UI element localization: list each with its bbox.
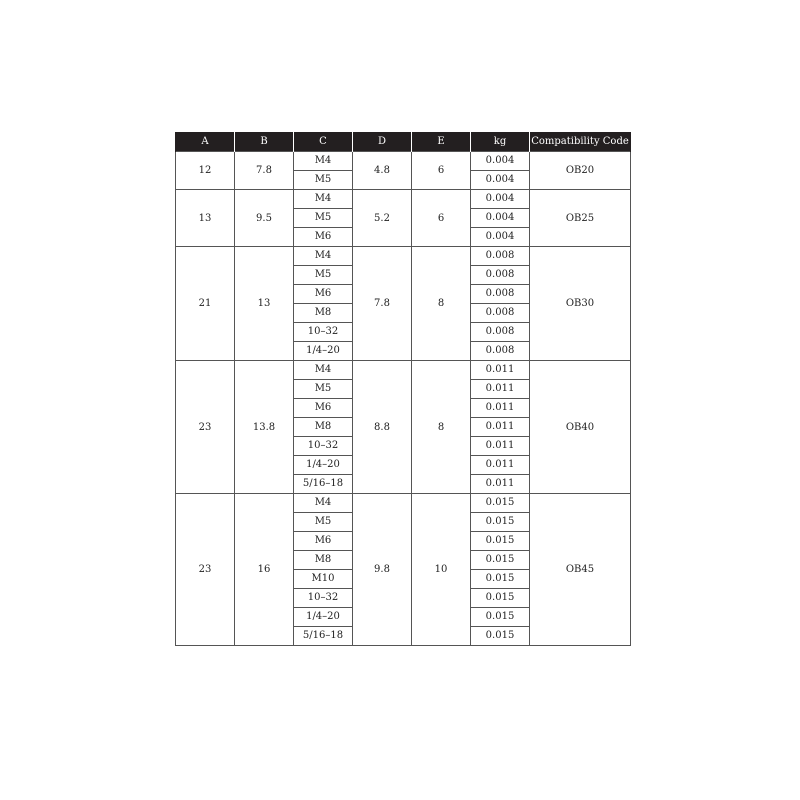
cell-kg: 0.008 xyxy=(471,342,530,361)
cell-c: 1/4–20 xyxy=(294,608,353,627)
cell-kg: 0.015 xyxy=(471,589,530,608)
cell-c: 1/4–20 xyxy=(294,456,353,475)
table-body xyxy=(176,152,631,646)
cell-e: 6 xyxy=(412,190,471,247)
table-row xyxy=(176,152,631,171)
header-compatibility-code: Compatibility Code xyxy=(530,132,631,152)
cell-c: 5/16–18 xyxy=(294,475,353,494)
cell-c: M6 xyxy=(294,228,353,247)
cell-c: M4 xyxy=(294,190,353,209)
cell-c: M6 xyxy=(294,399,353,418)
cell-c: M5 xyxy=(294,171,353,190)
cell-c: 10–32 xyxy=(294,589,353,608)
cell-d: 8.8 xyxy=(353,361,412,494)
cell-c: 5/16–18 xyxy=(294,627,353,646)
cell-compatibility-code: OB20 xyxy=(530,152,631,190)
cell-kg: 0.008 xyxy=(471,247,530,266)
cell-kg: 0.015 xyxy=(471,570,530,589)
cell-kg: 0.015 xyxy=(471,532,530,551)
table-header xyxy=(176,132,631,152)
header-b: B xyxy=(235,132,294,152)
table-row xyxy=(176,361,631,380)
cell-b: 13.8 xyxy=(235,361,294,494)
cell-kg: 0.011 xyxy=(471,456,530,475)
cell-kg: 0.015 xyxy=(471,494,530,513)
cell-c: M6 xyxy=(294,285,353,304)
cell-b: 9.5 xyxy=(235,190,294,247)
cell-e: 6 xyxy=(412,152,471,190)
cell-kg: 0.004 xyxy=(471,190,530,209)
cell-a: 23 xyxy=(176,361,235,494)
cell-e: 10 xyxy=(412,494,471,646)
cell-kg: 0.004 xyxy=(471,209,530,228)
header-row xyxy=(176,132,631,152)
cell-c: 1/4–20 xyxy=(294,342,353,361)
cell-d: 4.8 xyxy=(353,152,412,190)
cell-kg: 0.008 xyxy=(471,323,530,342)
cell-c: M5 xyxy=(294,513,353,532)
cell-c: M8 xyxy=(294,418,353,437)
cell-compatibility-code: OB45 xyxy=(530,494,631,646)
cell-e: 8 xyxy=(412,361,471,494)
cell-c: M4 xyxy=(294,361,353,380)
cell-d: 7.8 xyxy=(353,247,412,361)
cell-kg: 0.011 xyxy=(471,475,530,494)
header-e: E xyxy=(412,132,471,152)
cell-b: 13 xyxy=(235,247,294,361)
cell-kg: 0.011 xyxy=(471,361,530,380)
cell-kg: 0.011 xyxy=(471,399,530,418)
cell-kg: 0.015 xyxy=(471,608,530,627)
cell-c: M4 xyxy=(294,494,353,513)
cell-kg: 0.011 xyxy=(471,437,530,456)
cell-c: 10–32 xyxy=(294,437,353,456)
cell-a: 12 xyxy=(176,152,235,190)
cell-kg: 0.008 xyxy=(471,304,530,323)
cell-kg: 0.004 xyxy=(471,171,530,190)
cell-d: 9.8 xyxy=(353,494,412,646)
header-a: A xyxy=(176,132,235,152)
cell-c: M10 xyxy=(294,570,353,589)
cell-kg: 0.011 xyxy=(471,418,530,437)
table-row xyxy=(176,494,631,513)
cell-c: M4 xyxy=(294,247,353,266)
cell-e: 8 xyxy=(412,247,471,361)
cell-kg: 0.004 xyxy=(471,228,530,247)
cell-kg: 0.004 xyxy=(471,152,530,171)
cell-a: 21 xyxy=(176,247,235,361)
cell-kg: 0.008 xyxy=(471,266,530,285)
cell-a: 13 xyxy=(176,190,235,247)
table-row xyxy=(176,247,631,266)
cell-c: M6 xyxy=(294,532,353,551)
cell-compatibility-code: OB25 xyxy=(530,190,631,247)
table-row xyxy=(176,190,631,209)
specification-table xyxy=(175,132,631,646)
cell-kg: 0.015 xyxy=(471,513,530,532)
cell-c: M4 xyxy=(294,152,353,171)
header-d: D xyxy=(353,132,412,152)
header-c: C xyxy=(294,132,353,152)
cell-b: 16 xyxy=(235,494,294,646)
cell-c: M5 xyxy=(294,209,353,228)
cell-compatibility-code: OB40 xyxy=(530,361,631,494)
cell-compatibility-code: OB30 xyxy=(530,247,631,361)
header-kg: kg xyxy=(471,132,530,152)
cell-b: 7.8 xyxy=(235,152,294,190)
cell-c: 10–32 xyxy=(294,323,353,342)
cell-c: M5 xyxy=(294,380,353,399)
cell-c: M5 xyxy=(294,266,353,285)
cell-kg: 0.008 xyxy=(471,285,530,304)
cell-c: M8 xyxy=(294,304,353,323)
cell-kg: 0.015 xyxy=(471,627,530,646)
cell-kg: 0.015 xyxy=(471,551,530,570)
cell-d: 5.2 xyxy=(353,190,412,247)
cell-c: M8 xyxy=(294,551,353,570)
cell-kg: 0.011 xyxy=(471,380,530,399)
cell-a: 23 xyxy=(176,494,235,646)
